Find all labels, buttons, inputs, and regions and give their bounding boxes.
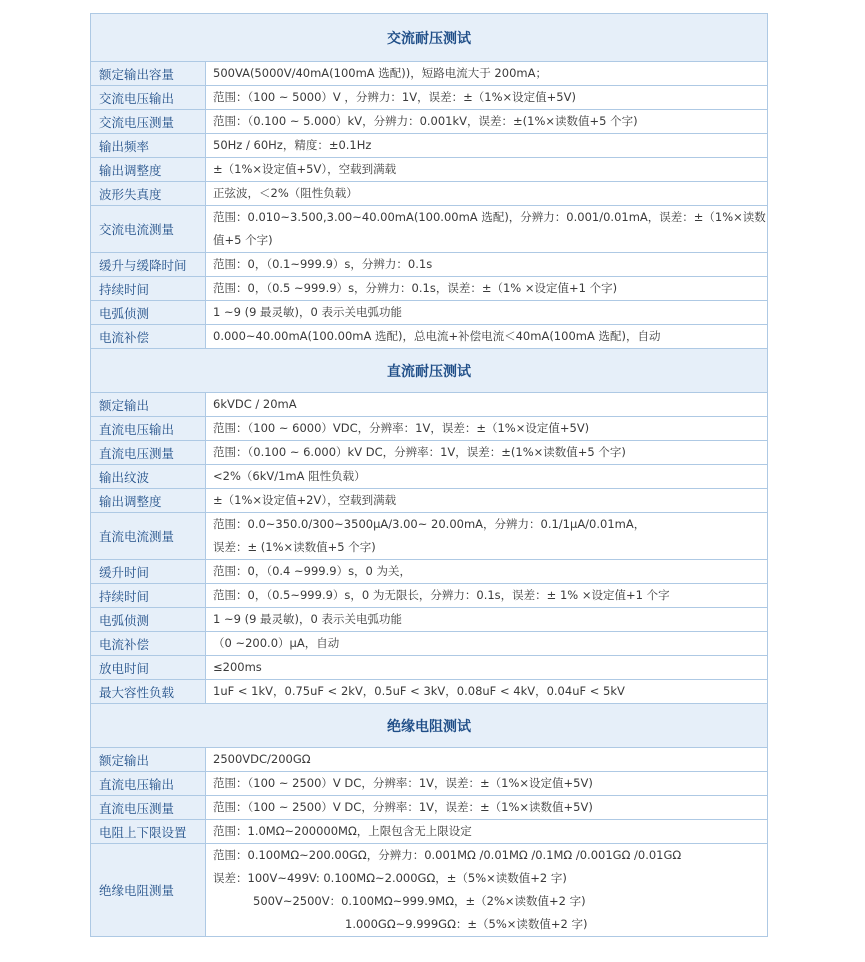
spec-label: 电弧侦测 <box>91 608 206 632</box>
spec-row <box>91 560 768 584</box>
spec-value <box>206 393 768 417</box>
spec-value-line: 范围：0.100MΩ~200.00GΩ，分辨力：0.001MΩ /0.01MΩ /0.1MΩ /0.001GΩ /0.01GΩ <box>213 848 682 862</box>
spec-value-line: 2500VDC/200GΩ <box>213 752 311 766</box>
spec-value-line: 范围：1.0MΩ~200000MΩ，上限包含无上限设定 <box>213 824 472 838</box>
spec-label: 缓升时间 <box>91 560 206 584</box>
spec-value-line: 500V~2500V：0.100MΩ~999.9MΩ，±（2%×读数值+2 字) <box>253 894 586 908</box>
section-title: 交流耐压测试 <box>91 14 768 62</box>
spec-value <box>206 584 768 608</box>
spec-row <box>91 820 768 844</box>
spec-row <box>91 182 768 206</box>
spec-value-line: 范围：（0.100 ~ 6.000）kV DC，分辨率：1V，误差：±(1%×读数值+5 个字) <box>213 445 626 459</box>
spec-value <box>206 489 768 513</box>
spec-value-line: 范围：0.010~3.500,3.00~40.00mA(100.00mA 选配)，分辨力：0.001/0.01mA，误差：±（1%×读数 <box>213 210 766 224</box>
spec-value <box>206 772 768 796</box>
spec-label: 交流电流测量 <box>91 206 206 253</box>
spec-value <box>206 465 768 489</box>
spec-label: 电流补偿 <box>91 632 206 656</box>
spec-row <box>91 441 768 465</box>
spec-value-line: 1.000GΩ~9.999GΩ：±（5%×读数值+2 字) <box>345 917 588 931</box>
spec-value-line: 1 ~9 (9 最灵敏)，0 表示关电弧功能 <box>213 305 402 319</box>
spec-label: 电阻上下限设置 <box>91 820 206 844</box>
spec-label: 额定输出 <box>91 748 206 772</box>
spec-label: 电流补偿 <box>91 325 206 349</box>
spec-label: 直流电压输出 <box>91 772 206 796</box>
spec-value <box>206 253 768 277</box>
spec-value <box>206 796 768 820</box>
spec-label: 输出调整度 <box>91 158 206 182</box>
spec-label: 输出调整度 <box>91 489 206 513</box>
spec-value-line: 误差：100V~499V: 0.100MΩ~2.000GΩ，±（5%×读数值+2 字) <box>213 871 567 885</box>
spec-row <box>91 253 768 277</box>
spec-value <box>206 62 768 86</box>
spec-value-line: 范围：0，（0.4 ~999.9）s，0 为关， <box>213 564 412 578</box>
spec-label: 直流电压测量 <box>91 796 206 820</box>
spec-row <box>91 277 768 301</box>
spec-label: 额定输出 <box>91 393 206 417</box>
spec-row <box>91 608 768 632</box>
spec-value <box>206 325 768 349</box>
spec-label: 直流电流测量 <box>91 513 206 560</box>
spec-value-line: 范围：（100 ~ 2500）V DC，分辨率：1V，误差：±（1%×读数值+5V) <box>213 800 593 814</box>
spec-value-line: 范围：0，（0.5 ~999.9）s，分辨力：0.1s，误差：±（1% ×设定值+1 个字) <box>213 281 618 295</box>
spec-value <box>206 134 768 158</box>
spec-value-line: 正弦波，＜2%（阻性负载） <box>213 186 358 200</box>
spec-value <box>206 820 768 844</box>
spec-label: 直流电压输出 <box>91 417 206 441</box>
spec-value-line: ±（1%×设定值+2V），空载到满载 <box>213 493 397 507</box>
spec-row <box>91 158 768 182</box>
spec-row <box>91 680 768 704</box>
spec-row <box>91 632 768 656</box>
spec-value-line: 范围：（100 ~ 5000）V ，分辨力：1V，误差：±（1%×设定值+5V) <box>213 90 576 104</box>
spec-value <box>206 656 768 680</box>
spec-label: 直流电压测量 <box>91 441 206 465</box>
spec-label: 持续时间 <box>91 277 206 301</box>
section-header-row <box>91 349 768 393</box>
spec-value <box>206 158 768 182</box>
spec-row <box>91 417 768 441</box>
spec-row <box>91 110 768 134</box>
section-header-row <box>91 14 768 62</box>
spec-table-body <box>91 14 768 937</box>
spec-value-line: （0 ~200.0）μA，自动 <box>213 636 340 650</box>
spec-value <box>206 441 768 465</box>
spec-row <box>91 62 768 86</box>
spec-value <box>206 417 768 441</box>
spec-value-line: 误差：± (1%×读数值+5 个字) <box>213 540 376 554</box>
spec-value-line: 6kVDC / 20mA <box>213 397 297 411</box>
spec-label: 电弧侦测 <box>91 301 206 325</box>
spec-label: 放电时间 <box>91 656 206 680</box>
spec-value <box>206 301 768 325</box>
spec-value-line: 0.000~40.00mA(100.00mA 选配)，总电流+补偿电流＜40mA(100mA 选配)，自动 <box>213 329 661 343</box>
section-title: 绝缘电阻测试 <box>91 704 768 748</box>
spec-value-line: 范围：（0.100 ~ 5.000）kV，分辨力：0.001kV，误差：±(1%×读数值+5 个字) <box>213 114 638 128</box>
spec-value-line: 1uF < 1kV，0.75uF < 2kV，0.5uF < 3kV，0.08uF < 4kV，0.04uF < 5kV <box>213 684 625 698</box>
spec-row <box>91 86 768 110</box>
spec-value-line: 范围：（100 ~ 2500）V DC，分辨率：1V，误差：±（1%×设定值+5V) <box>213 776 593 790</box>
spec-row <box>91 301 768 325</box>
spec-table <box>90 13 768 937</box>
spec-row <box>91 393 768 417</box>
spec-label: 绝缘电阻测量 <box>91 844 206 937</box>
spec-value-line: ±（1%×设定值+5V），空载到满载 <box>213 162 397 176</box>
spec-label: 额定输出容量 <box>91 62 206 86</box>
section-header-row <box>91 704 768 748</box>
spec-value <box>206 86 768 110</box>
spec-row <box>91 513 768 560</box>
section-title: 直流耐压测试 <box>91 349 768 393</box>
spec-value-line: 范围：（100 ~ 6000）VDC，分辨率：1V，误差：±（1%×设定值+5V) <box>213 421 590 435</box>
spec-value-line: ≤200ms <box>213 660 262 674</box>
spec-row <box>91 489 768 513</box>
spec-row <box>91 796 768 820</box>
spec-value <box>206 608 768 632</box>
spec-row <box>91 134 768 158</box>
spec-value <box>206 206 768 253</box>
spec-value <box>206 632 768 656</box>
spec-value-line: <2%（6kV/1mA 阻性负载） <box>213 469 366 483</box>
spec-row <box>91 206 768 253</box>
spec-row <box>91 772 768 796</box>
spec-row <box>91 656 768 680</box>
spec-label: 缓升与缓降时间 <box>91 253 206 277</box>
spec-value-line: 范围：0，（0.5~999.9）s，0 为无限长，分辨力：0.1s，误差：± 1% ×设定值+1 个字 <box>213 588 670 602</box>
spec-value-line: 值+5 个字) <box>213 233 273 247</box>
spec-label: 输出频率 <box>91 134 206 158</box>
spec-value <box>206 560 768 584</box>
spec-value <box>206 844 768 937</box>
spec-label: 输出纹波 <box>91 465 206 489</box>
spec-value-line: 范围：0，（0.1~999.9）s，分辨力：0.1s <box>213 257 433 271</box>
spec-value-line: 50Hz / 60Hz，精度：±0.1Hz <box>213 138 372 152</box>
spec-label: 交流电压输出 <box>91 86 206 110</box>
spec-row <box>91 584 768 608</box>
spec-row <box>91 748 768 772</box>
spec-label: 最大容性负载 <box>91 680 206 704</box>
spec-value <box>206 182 768 206</box>
spec-label: 持续时间 <box>91 584 206 608</box>
spec-value <box>206 513 768 560</box>
spec-value <box>206 277 768 301</box>
spec-row <box>91 844 768 937</box>
spec-value <box>206 110 768 134</box>
spec-row <box>91 325 768 349</box>
spec-value-line: 500VA(5000V/40mA(100mA 选配))，短路电流大于 200mA； <box>213 66 547 80</box>
spec-label: 交流电压测量 <box>91 110 206 134</box>
spec-value-line: 范围：0.0~350.0/300~3500μA/3.00~ 20.00mA，分辨力：0.1/1μA/0.01mA， <box>213 517 646 531</box>
spec-value <box>206 748 768 772</box>
spec-value-line: 1 ~9 (9 最灵敏)，0 表示关电弧功能 <box>213 612 402 626</box>
spec-row <box>91 465 768 489</box>
spec-label: 波形失真度 <box>91 182 206 206</box>
spec-value <box>206 680 768 704</box>
